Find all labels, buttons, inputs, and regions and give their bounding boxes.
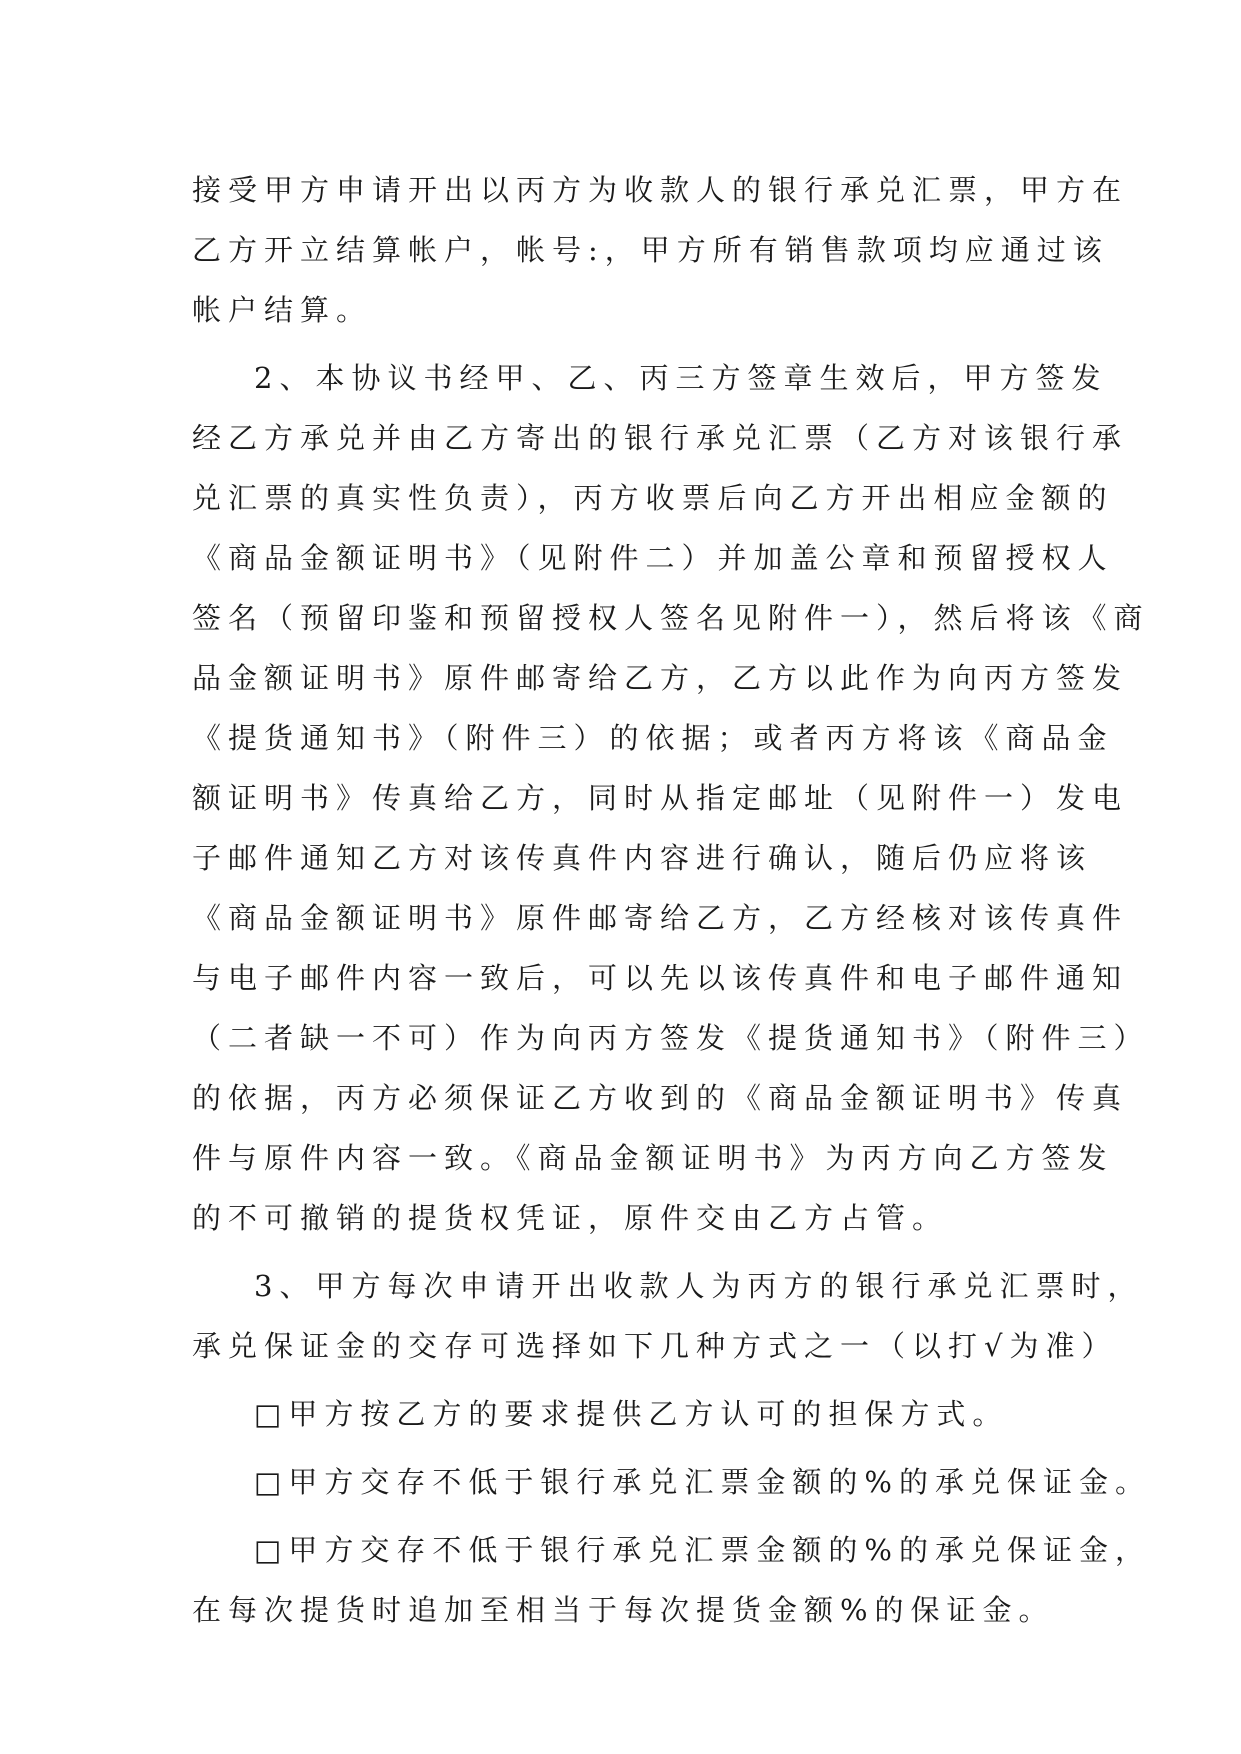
text-line: 件与原件内容一致。《商品金额证明书》为丙方向乙方签发 — [192, 1141, 1114, 1175]
text-line: 额证明书》传真给乙方，同时从指定邮址（见附件一）发电 — [192, 781, 1129, 815]
text-line: 的不可撤销的提货权凭证，原件交由乙方占管。 — [192, 1201, 949, 1235]
text-line: 兑汇票的真实性负责），丙方收票后向乙方开出相应金额的 — [192, 481, 1114, 515]
clause-2-first-line: 2、本协议书经甲、乙、丙三方签章生效后，甲方签发 — [254, 361, 1108, 395]
text-line: 的依据，丙方必须保证乙方收到的《商品金额证明书》传真 — [192, 1081, 1129, 1115]
text-line: 《商品金额证明书》（见附件二）并加盖公章和预留授权人 — [192, 541, 1114, 575]
text-line: 签名（预留印鉴和预留授权人签名见附件一），然后将该《商 — [192, 601, 1150, 635]
text-line: 接受甲方申请开出以丙方为收款人的银行承兑汇票，甲方在 — [192, 173, 1129, 207]
text-line: 子邮件通知乙方对该传真件内容进行确认，随后仍应将该 — [192, 841, 1093, 875]
text-line: 《提货通知书》（附件三）的依据；或者丙方将该《商品金 — [192, 721, 1114, 755]
text-line: 帐户结算。 — [192, 293, 373, 327]
text-line: 乙方开立结算帐户，帐号:，甲方所有销售款项均应通过该 — [192, 233, 1109, 267]
text-line: 承兑保证金的交存可选择如下几种方式之一（以打√为准） — [192, 1329, 1118, 1363]
clause-3-first-line: 3、甲方每次申请开出收款人为丙方的银行承兑汇票时， — [254, 1269, 1144, 1303]
text-line: 《商品金额证明书》原件邮寄给乙方，乙方经核对该传真件 — [192, 901, 1129, 935]
checkbox-option-deposit: □甲方交存不低于银行承兑汇票金额的%的承兑保证金。 — [254, 1465, 1151, 1499]
text-line: 与电子邮件内容一致后，可以先以该传真件和电子邮件通知 — [192, 961, 1129, 995]
text-line: （二者缺一不可）作为向丙方签发《提货通知书》（附件三） — [192, 1021, 1150, 1055]
text-line: 在每次提货时追加至相当于每次提货金额%的保证金。 — [192, 1593, 1055, 1627]
checkbox-option-guarantee: □甲方按乙方的要求提供乙方认可的担保方式。 — [254, 1397, 1009, 1431]
text-line: 经乙方承兑并由乙方寄出的银行承兑汇票（乙方对该银行承 — [192, 421, 1129, 455]
checkbox-option-deposit-topup: □甲方交存不低于银行承兑汇票金额的%的承兑保证金， — [254, 1533, 1151, 1567]
text-line: 品金额证明书》原件邮寄给乙方，乙方以此作为向丙方签发 — [192, 661, 1129, 695]
document-body — [192, 160, 1151, 1640]
